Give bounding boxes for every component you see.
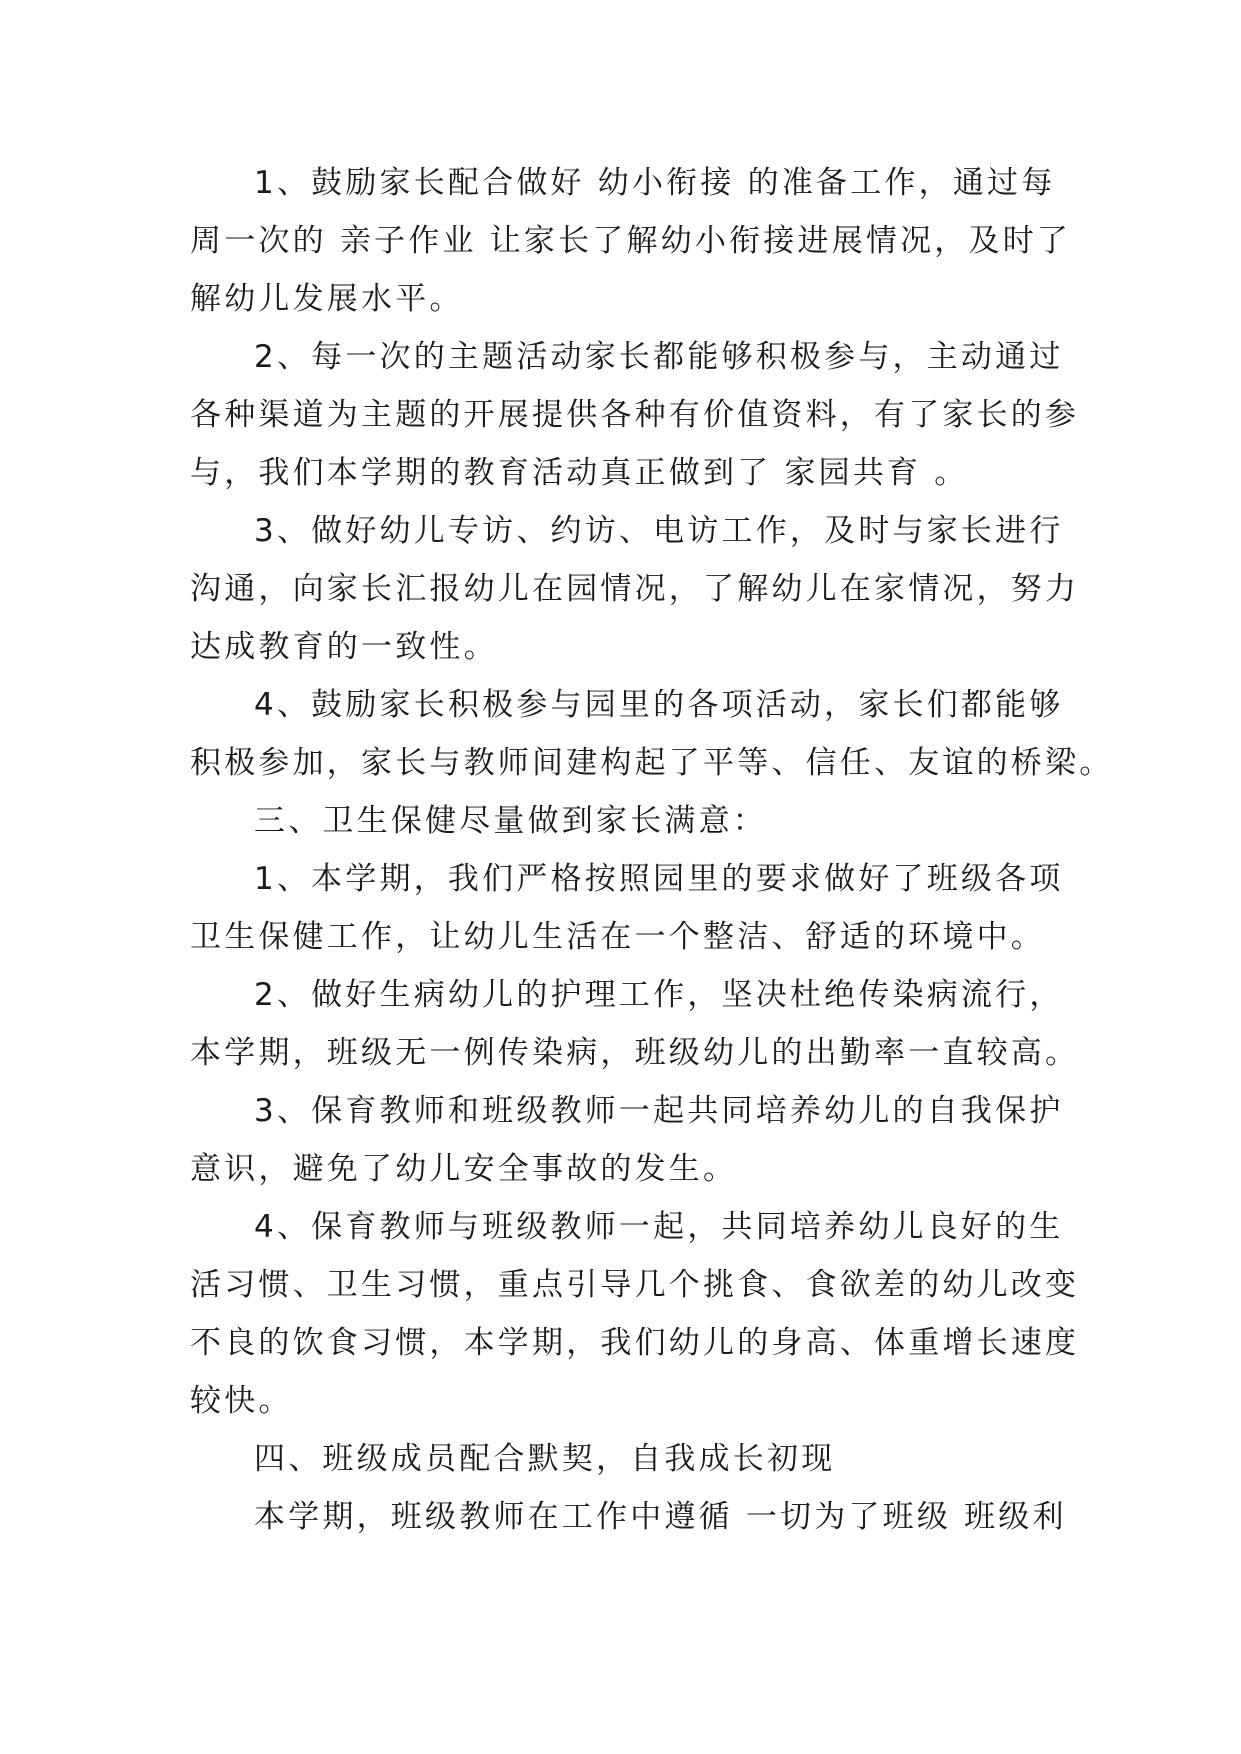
text-line: 与，我们本学期的教育活动真正做到了 家园共育 。 — [190, 455, 969, 491]
text-line: 较快。 — [190, 1383, 293, 1419]
text-line: 解幼儿发展水平。 — [190, 281, 464, 317]
section-heading: 三、卫生保健尽量做到家长满意： — [254, 803, 767, 839]
text-line: 各种渠道为主题的开展提供各种有价值资料，有了家长的参 — [190, 397, 1080, 433]
text-line: 周一次的 亲子作业 让家长了解幼小衔接进展情况，及时了 — [190, 223, 1072, 259]
text-line: 1、鼓励家长配合做好 幼小衔接 的准备工作，通过每 — [254, 165, 1056, 201]
text-line: 不良的饮食习惯，本学期，我们幼儿的身高、体重增长速度 — [190, 1325, 1080, 1361]
text-line: 3、做好幼儿专访、约访、电访工作，及时与家长进行 — [254, 513, 1064, 549]
section-heading: 四、班级成员配合默契，自我成长初现 — [254, 1441, 836, 1477]
text-line: 2、做好生病幼儿的护理工作，坚决杜绝传染病流行， — [254, 977, 1064, 1013]
text-line: 3、保育教师和班级教师一起共同培养幼儿的自我保护 — [254, 1093, 1064, 1129]
text-line: 达成教育的一致性。 — [190, 629, 498, 665]
text-line: 4、保育教师与班级教师一起，共同培养幼儿良好的生 — [254, 1209, 1064, 1245]
text-line: 卫生保健工作，让幼儿生活在一个整洁、舒适的环境中。 — [190, 919, 1045, 955]
text-line: 本学期，班级教师在工作中遵循 一切为了班级 班级利 — [254, 1499, 1067, 1535]
text-line: 沟通，向家长汇报幼儿在园情况，了解幼儿在家情况，努力 — [190, 571, 1080, 607]
text-line: 意识，避免了幼儿安全事故的发生。 — [190, 1151, 738, 1187]
text-line: 积极参加，家长与教师间建构起了平等、信任、友谊的桥梁。 — [190, 745, 1114, 781]
text-line: 4、鼓励家长积极参与园里的各项活动，家长们都能够 — [254, 687, 1064, 723]
document-body — [190, 154, 1114, 1546]
text-line: 本学期，班级无一例传染病，班级幼儿的出勤率一直较高。 — [190, 1035, 1080, 1071]
text-line: 2、每一次的主题活动家长都能够积极参与，主动通过 — [254, 339, 1064, 375]
text-line: 活习惯、卫生习惯，重点引导几个挑食、食欲差的幼儿改变 — [190, 1267, 1080, 1303]
text-line: 1、本学期，我们严格按照园里的要求做好了班级各项 — [254, 861, 1064, 897]
